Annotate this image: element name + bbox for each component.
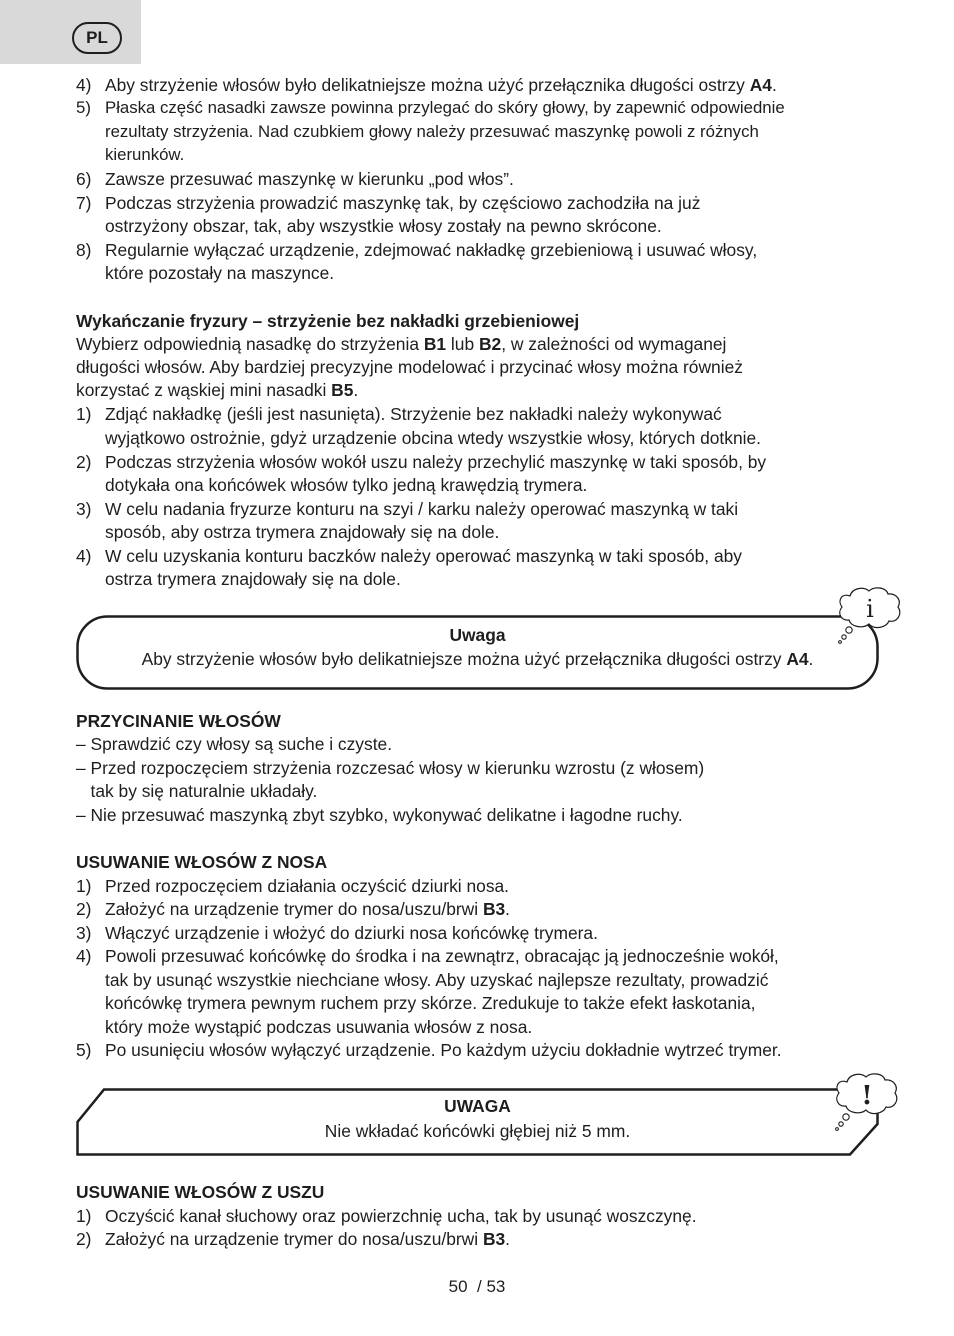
item-number: 8) — [76, 240, 92, 260]
item-line: dotykała ona końcówek włosów tylko jedną krawędzią trymera. — [105, 475, 588, 495]
svg-text:i: i — [866, 595, 874, 623]
item-number: 1) — [76, 876, 92, 896]
info-icon — [836, 586, 904, 646]
item-number: 4) — [76, 75, 92, 95]
item-number: 6) — [76, 169, 92, 189]
item-line: Zawsze przesuwać maszynkę w kierunku „pod włos”. — [105, 169, 514, 189]
item-line: rezultaty strzyżenia. Nad czubkiem głowy należy przesuwać maszynkę powoli z różnych — [105, 122, 759, 141]
item-line: ostrzyżony obszar, tak, aby wszystkie włosy zostały na pewno skrócone. — [105, 216, 662, 236]
item-number: 2) — [76, 1229, 92, 1249]
item-line: końcówkę trymera pewnym ruchem przy skórze. Zredukuje to także efekt łaskotania, — [105, 993, 756, 1013]
page-number: 50 / 53 — [448, 1277, 506, 1296]
dash-item: – Sprawdzić czy włosy są suche i czyste. — [76, 734, 393, 754]
item-line: Przed rozpoczęciem działania oczyścić dziurki nosa. — [105, 876, 510, 896]
language-badge: PL — [72, 22, 122, 54]
item-line: Po usunięciu włosów wyłączyć urządzenie. Po każdym użyciu dokładnie wytrzeć trymer. — [105, 1040, 782, 1060]
note-title: UWAGA — [444, 1096, 511, 1116]
section-heading: Wykańczanie fryzury – strzyżenie bez nakładki grzebieniowej — [76, 311, 580, 331]
warning-note — [76, 1088, 879, 1156]
note-title: Uwaga — [449, 625, 506, 645]
item-number: 5) — [76, 1040, 92, 1060]
paragraph-line: długości włosów. Aby bardziej precyzyjne modelować i przycinać włosy można również — [76, 357, 743, 377]
item-number: 7) — [76, 193, 92, 213]
item-number: 3) — [76, 923, 92, 943]
item-line: Podczas strzyżenia prowadzić maszynkę tak, by częściowo zachodziła na już — [105, 193, 701, 213]
item-line: Podczas strzyżenia włosów wokół uszu należy przechylić maszynkę w taki sposób, by — [105, 452, 767, 472]
item-line: Regularnie wyłączać urządzenie, zdejmować nakładkę grzebieniową i usuwać włosy, — [105, 240, 758, 260]
paragraph-line: korzystać z wąskiej mini nasadki B5. — [76, 380, 359, 400]
item-line: kierunków. — [105, 145, 185, 164]
dash-item: tak by się naturalnie układały. — [76, 781, 318, 801]
item-line: Założyć na urządzenie trymer do nosa/uszu/brwi B3. — [105, 899, 511, 919]
section-heading: USUWANIE WŁOSÓW Z USZU — [76, 1182, 325, 1202]
section-heading: USUWANIE WŁOSÓW Z NOSA — [76, 852, 328, 872]
item-line: Powoli przesuwać końcówkę do środka i na zewnątrz, obracając ją jednocześnie wokół, — [105, 946, 779, 966]
note-text: Aby strzyżenie włosów było delikatniejsze można użyć przełącznika długości ostrzy A4. — [141, 649, 814, 669]
item-line: wyjątkowo ostrożnie, gdyż urządzenie obcina wtedy wszystkie włosy, których dotknie. — [105, 428, 761, 448]
item-number: 1) — [76, 404, 92, 424]
note-text: Nie wkładać końcówki głębiej niż 5 mm. — [324, 1121, 631, 1141]
item-line: Włączyć urządzenie i włożyć do dziurki nosa końcówkę trymera. — [105, 923, 598, 943]
item-number: 4) — [76, 546, 92, 566]
item-line: W celu uzyskania konturu baczków należy operować maszynką w taki sposób, aby — [105, 546, 742, 566]
item-line: Zdjąć nakładkę (jeśli jest nasunięta). Strzyżenie bez nakładki należy wykonywać — [105, 404, 722, 424]
item-line: które pozostały na maszynce. — [105, 263, 335, 283]
section-heading: PRZYCINANIE WŁOSÓW — [76, 711, 281, 731]
item-line: sposób, aby ostrza trymera znajdowały się na dole. — [105, 522, 500, 542]
info-note — [76, 615, 879, 690]
item-line: tak by usunąć wszystkie niechciane włosy. Aby uzyskać najlepsze rezultaty, prowadzić — [105, 970, 769, 990]
item-number: 1) — [76, 1206, 92, 1226]
dash-item: – Nie przesuwać maszynką zbyt szybko, wykonywać delikatne i łagodne ruchy. — [76, 805, 683, 825]
paragraph-line: Wybierz odpowiednią nasadkę do strzyżenia B1 lub B2, w zależności od wymaganej — [76, 334, 727, 354]
warning-icon — [832, 1072, 902, 1134]
item-line: ostrza trymera znajdowały się na dole. — [105, 569, 401, 589]
item-line: który może wystąpić podczas usuwania włosów z nosa. — [105, 1017, 533, 1037]
item-line: W celu nadania fryzurze konturu na szyi / karku należy operować maszynką w taki — [105, 499, 739, 519]
item-number: 3) — [76, 499, 92, 519]
item-number: 2) — [76, 452, 92, 472]
item-line: Założyć na urządzenie trymer do nosa/uszu/brwi B3. — [105, 1229, 511, 1249]
item-line: Płaska część nasadki zawsze powinna przylegać do skóry głowy, by zapewnić odpowiednie — [105, 98, 785, 117]
item-line: Aby strzyżenie włosów było delikatniejsze można użyć przełącznika długości ostrzy A4. — [105, 75, 777, 95]
item-line: Oczyścić kanał słuchowy oraz powierzchnię ucha, tak by usunąć woszczynę. — [105, 1206, 697, 1226]
dash-item: – Przed rozpoczęciem strzyżenia rozczesać włosy w kierunku wzrostu (z włosem) — [76, 758, 705, 778]
svg-text:!: ! — [861, 1081, 873, 1111]
item-number: 4) — [76, 946, 92, 966]
item-number: 5) — [76, 98, 91, 117]
item-number: 2) — [76, 899, 92, 919]
